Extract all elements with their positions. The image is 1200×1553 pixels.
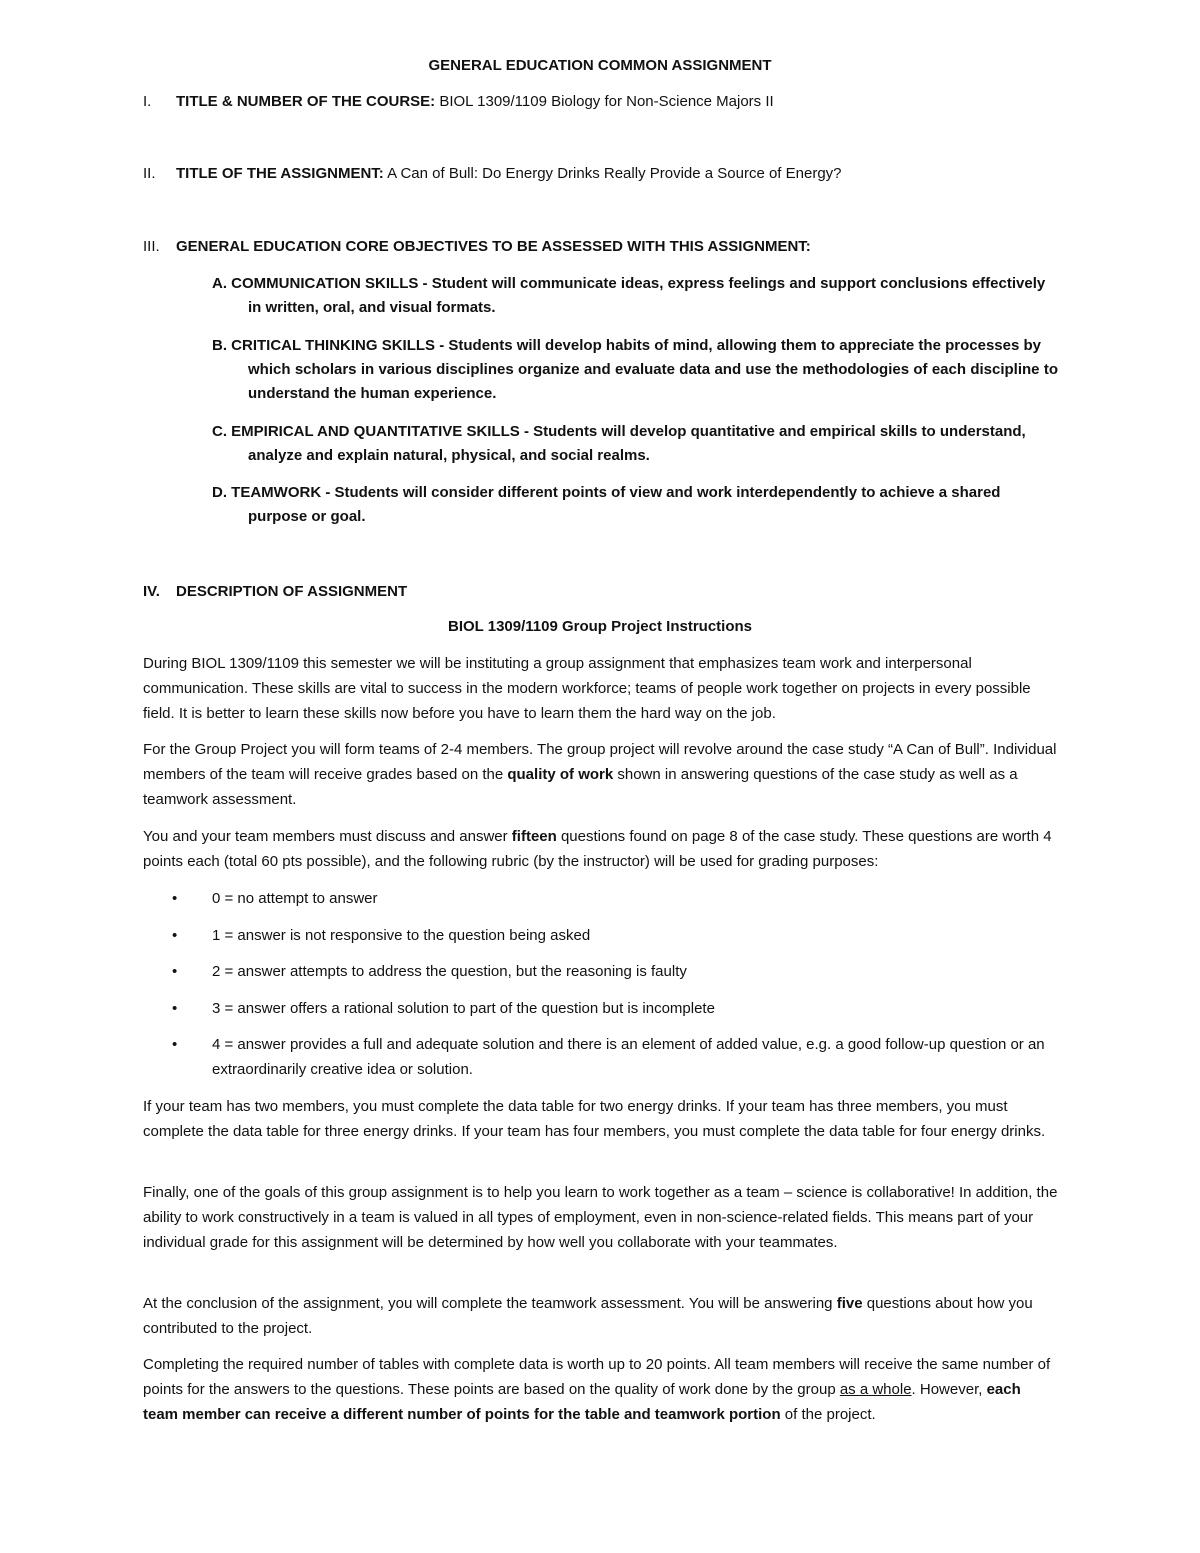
paragraph-intro: During BIOL 1309/1109 this semester we will be instituting a group assignment that emphasizes team work and interpersonal communication. These skills are vital to success in the modern workforce; teams of people work together on projects in every possible field. It is better to learn these skills now before you have to learn them the hard way on the job.	[143, 655, 1031, 722]
instructions-heading: BIOL 1309/1109 Group Project Instructions	[448, 618, 752, 635]
rubric-text: 4 = answer provides a full and adequate solution and there is an element of added value, e.g. a good follow-up question or an extraordinarily creative idea or solution.	[212, 1036, 1045, 1078]
text-run: For the Group Project you will form teams of 2-4 members. The group project will revolve around the case study “A Can of Bull”. Individual members of the team will receive grades based on the	[143, 741, 1057, 783]
text-run: of the project.	[780, 1406, 876, 1423]
section-core-objectives	[143, 235, 1063, 259]
section-number: III.	[143, 238, 160, 255]
objective-line: D. TEAMWORK - Students will consider different points of view and work interdependently to achieve a shared	[212, 484, 1001, 501]
section-value: A Can of Bull: Do Energy Drinks Really Provide a Source of Energy?	[383, 165, 842, 182]
section-number: I.	[143, 93, 152, 110]
bullet-icon: •	[172, 927, 178, 944]
rubric-item	[172, 886, 1052, 911]
objective-teamwork	[212, 481, 1058, 529]
objective-communication	[212, 272, 1058, 320]
objective-line: C. EMPIRICAL AND QUANTITATIVE SKILLS - Students will develop quantitative and empirical skills to understand,	[212, 423, 1026, 440]
text-run: shown in answering questions of the case study as well as a teamwork assessment.	[143, 766, 1018, 808]
objective-continuation: purpose or goal.	[248, 508, 366, 525]
document-title: GENERAL EDUCATION COMMON ASSIGNMENT	[428, 57, 772, 74]
text-run: Completing the required number of tables with complete data is worth up to 20 points. All team members will receive the same number of points for the answers to the questions. These points are based on the quality of work done by the group	[143, 1356, 1051, 1398]
text-underline: as a whole	[839, 1381, 912, 1398]
objective-continuation: which scholars in various disciplines organize and evaluate data and use the methodologies of each discipline to understand the human experience.	[248, 361, 1058, 402]
rubric-item	[172, 996, 1052, 1021]
objective-empirical-quantitative	[212, 420, 1058, 468]
text-bold: fifteen	[511, 828, 557, 845]
section-label: TITLE & NUMBER OF THE COURSE:	[176, 93, 436, 110]
rubric-item	[172, 1032, 1052, 1082]
bullet-icon: •	[172, 1036, 178, 1053]
section-description	[143, 580, 1063, 604]
section-label: TITLE OF THE ASSIGNMENT:	[176, 165, 384, 182]
section-course-title	[143, 90, 1063, 114]
rubric-text: 0 = no attempt to answer	[212, 890, 378, 907]
paragraph-grading	[143, 1352, 1058, 1427]
objective-line: A. COMMUNICATION SKILLS - Student will communicate ideas, express feelings and support conclusions effectively	[212, 275, 1046, 292]
text-bold: quality of work	[507, 766, 614, 783]
text-run: You and your team members must discuss and answer	[143, 828, 512, 845]
objective-critical-thinking	[212, 334, 1058, 406]
section-assignment-title	[143, 162, 1063, 186]
rubric-text: 2 = answer attempts to address the question, but the reasoning is faulty	[212, 963, 687, 980]
section-label: GENERAL EDUCATION CORE OBJECTIVES TO BE ASSESSED WITH THIS ASSIGNMENT:	[176, 238, 811, 255]
text-bold: each team member can receive a different number of points for the table and teamwork portion	[143, 1381, 1021, 1423]
section-value: BIOL 1309/1109 Biology for Non-Science Majors II	[435, 93, 774, 110]
section-number: II.	[143, 165, 156, 182]
paragraph-collaboration: Finally, one of the goals of this group assignment is to help you learn to work together as a team – science is collaborative! In addition, the ability to work constructively in a team is valued in all types of employment, even in non-science-related fields. This means part of your individual grade for this assignment will be determined by how well you collaborate with your teammates.	[143, 1184, 1058, 1251]
paragraph-teams	[143, 737, 1058, 812]
paragraph-questions	[143, 824, 1058, 874]
text-run: questions about how you contributed to the project.	[143, 1295, 1033, 1337]
text-run: . However,	[911, 1381, 987, 1398]
rubric-text: 1 = answer is not responsive to the question being asked	[212, 927, 591, 944]
bullet-icon: •	[172, 890, 178, 907]
objective-line: B. CRITICAL THINKING SKILLS - Students will develop habits of mind, allowing them to appreciate the processes by	[212, 337, 1041, 354]
objective-continuation: analyze and explain natural, physical, and social realms.	[248, 447, 650, 464]
objective-continuation: in written, oral, and visual formats.	[248, 299, 496, 316]
bullet-icon: •	[172, 963, 178, 980]
text-run: questions found on page 8 of the case study. These questions are worth 4 points each (total 60 pts possible), and the following rubric (by the instructor) will be used for grading purposes:	[143, 828, 1052, 870]
paragraph-teamwork-assessment	[143, 1291, 1058, 1341]
rubric-item	[172, 959, 1052, 984]
text-bold: five	[836, 1295, 863, 1312]
section-number: IV.	[143, 583, 160, 600]
rubric-item	[172, 923, 1052, 948]
section-label: DESCRIPTION OF ASSIGNMENT	[176, 583, 408, 600]
paragraph-data-tables: If your team has two members, you must complete the data table for two energy drinks. If your team has three members, you must complete the data table for three energy drinks. If your team has four members, you must complete the data table for four energy drinks.	[143, 1098, 1046, 1140]
text-run: At the conclusion of the assignment, you will complete the teamwork assessment. You will be answering	[143, 1295, 837, 1312]
rubric-text: 3 = answer offers a rational solution to part of the question but is incomplete	[212, 1000, 715, 1017]
bullet-icon: •	[172, 1000, 178, 1017]
